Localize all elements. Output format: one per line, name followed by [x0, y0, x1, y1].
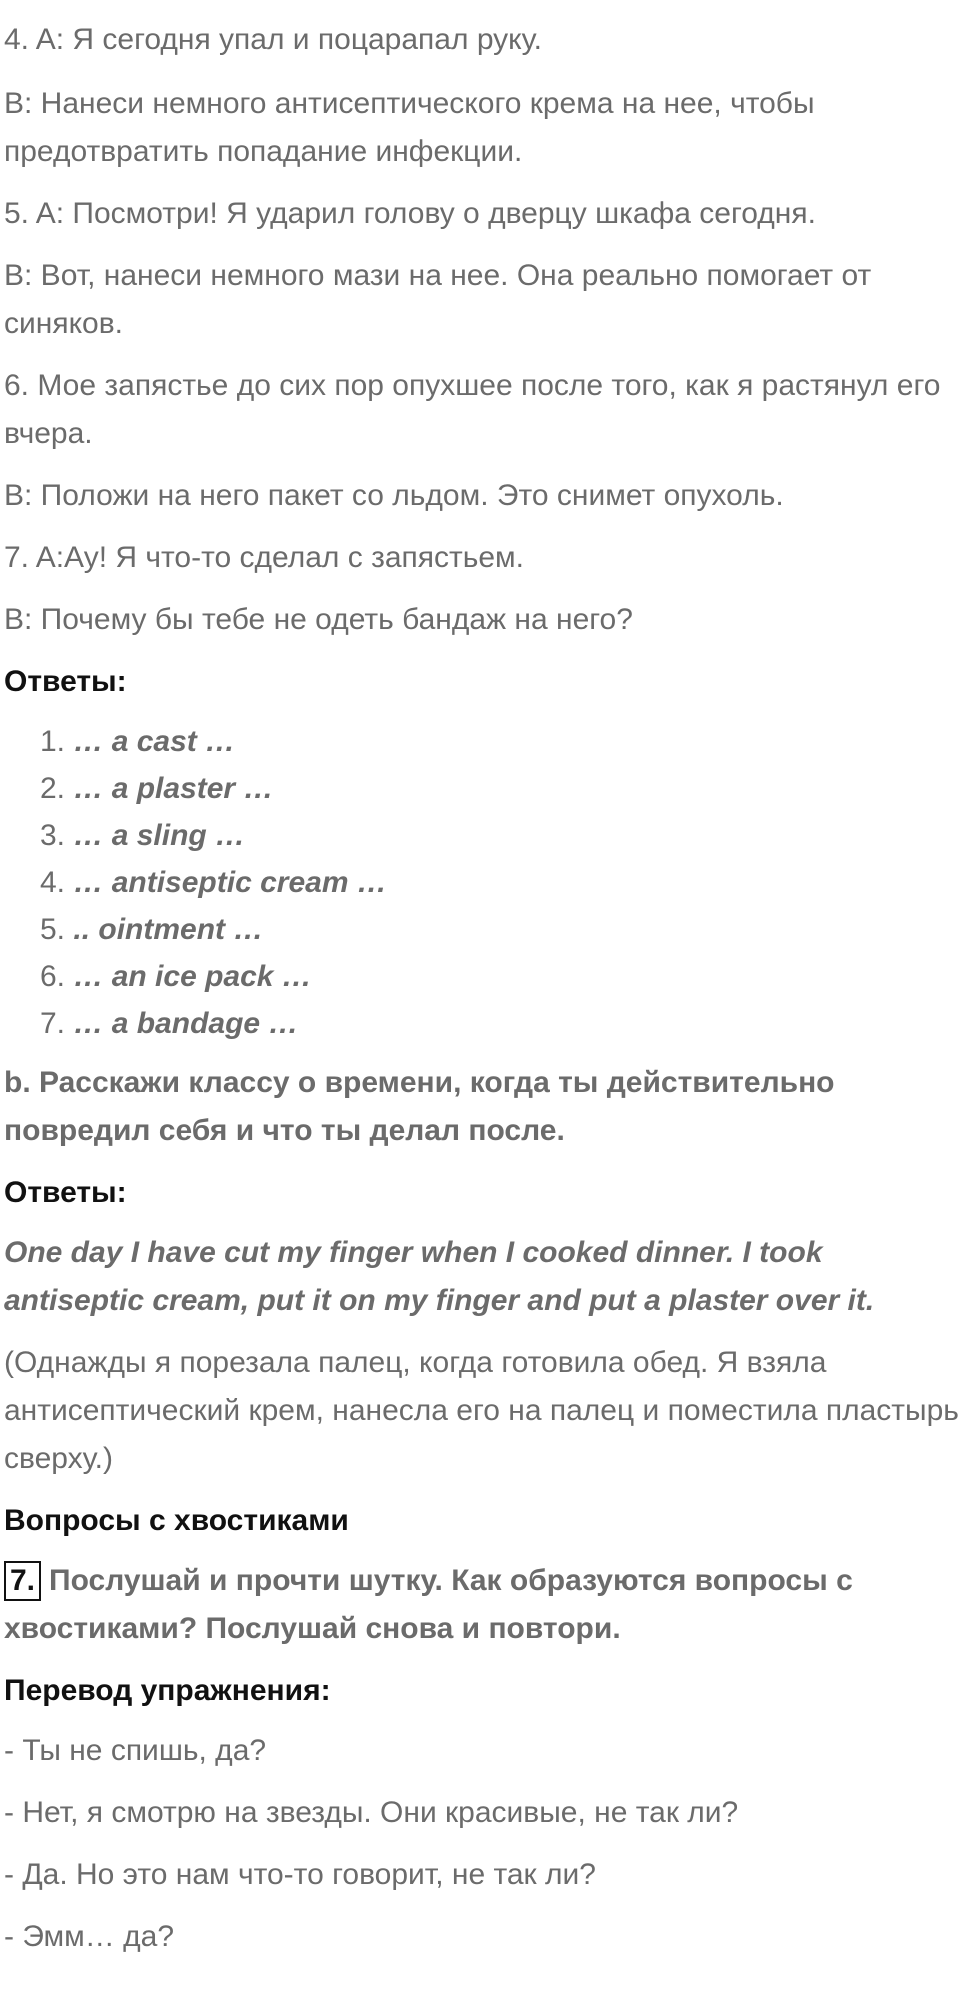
list-item-answer: … a plaster … [73, 772, 274, 805]
dialogue-line: 4. A: Я сегодня упал и поцарапал руку. [4, 23, 542, 56]
dialogue-line: 5. A: Посмотри! Я ударил голову о дверцу шкафа сегодня. [4, 197, 816, 230]
list-item-number: 6. [40, 960, 66, 993]
dialogue-line: B: Почему бы тебе не одеть бандаж на него? [4, 603, 633, 636]
answers-list [4, 718, 960, 1047]
dialogue-line: B: Вот, нанеси немного мази на нее. Она реально помогает от синяков. [4, 259, 872, 340]
joke-line: - Нет, я смотрю на звезды. Они красивые, не так ли? [4, 1796, 739, 1829]
answers-heading: Ответы: [4, 1176, 127, 1209]
joke-line: - Ты не спишь, да? [4, 1734, 267, 1767]
list-item-answer: … a bandage … [73, 1007, 299, 1040]
answer-english: One day I have cut my finger when I cooked dinner. I took antiseptic cream, put it on my finger and put a plaster over it. [4, 1236, 875, 1317]
list-item-answer: … a sling … [73, 819, 246, 852]
task-number-box: 7. [4, 1561, 41, 1601]
list-item-answer: … antiseptic cream … [73, 866, 387, 899]
list-item [40, 1000, 960, 1047]
joke-line: - Эмм… да? [4, 1920, 175, 1953]
list-item [40, 812, 960, 859]
joke-line: - Да. Но это нам что-то говорит, не так ли? [4, 1858, 596, 1891]
list-item-number: 7. [40, 1007, 66, 1040]
list-item-number: 4. [40, 866, 66, 899]
list-item [40, 953, 960, 1000]
dialogue-line: 7. A:Ау! Я что-то сделал с запястьем. [4, 541, 525, 574]
dialogue-line: B: Нанеси немного антисептического крема на нее, чтобы предотвратить попадание инфекции. [4, 87, 815, 168]
list-item-answer: … an ice pack … [73, 960, 312, 993]
list-item [40, 859, 960, 906]
list-item-answer: … a cast … [73, 725, 236, 758]
list-item-number: 2. [40, 772, 66, 805]
list-item-number: 5. [40, 913, 66, 946]
translation-heading: Перевод упражнения: [4, 1674, 331, 1707]
answers-heading: Ответы: [4, 665, 127, 698]
section-title: Вопросы с хвостиками [4, 1504, 349, 1537]
list-item-answer: .. ointment … [73, 913, 264, 946]
list-item [40, 718, 960, 765]
task-7-instruction [4, 1557, 960, 1653]
list-item [40, 765, 960, 812]
answer-translation: (Однажды я порезала палец, когда готовила обед. Я взяла антисептический крем, нанесла его на палец и поместила пластырь сверху.) [4, 1346, 959, 1475]
task-7-text: Послушай и прочти шутку. Как образуются вопросы с хвостиками? Послушай снова и повтори. [4, 1564, 853, 1645]
task-b-instruction: b. Расскажи классу о времени, когда ты действительно повредил себя и что ты делал после. [4, 1066, 835, 1147]
list-item-number: 3. [40, 819, 66, 852]
dialogue-line: 6. Мое запястье до сих пор опухшее после того, как я растянул его вчера. [4, 369, 941, 450]
dialogue-line: B: Положи на него пакет со льдом. Это снимет опухоль. [4, 479, 784, 512]
list-item [40, 906, 960, 953]
list-item-number: 1. [40, 725, 66, 758]
